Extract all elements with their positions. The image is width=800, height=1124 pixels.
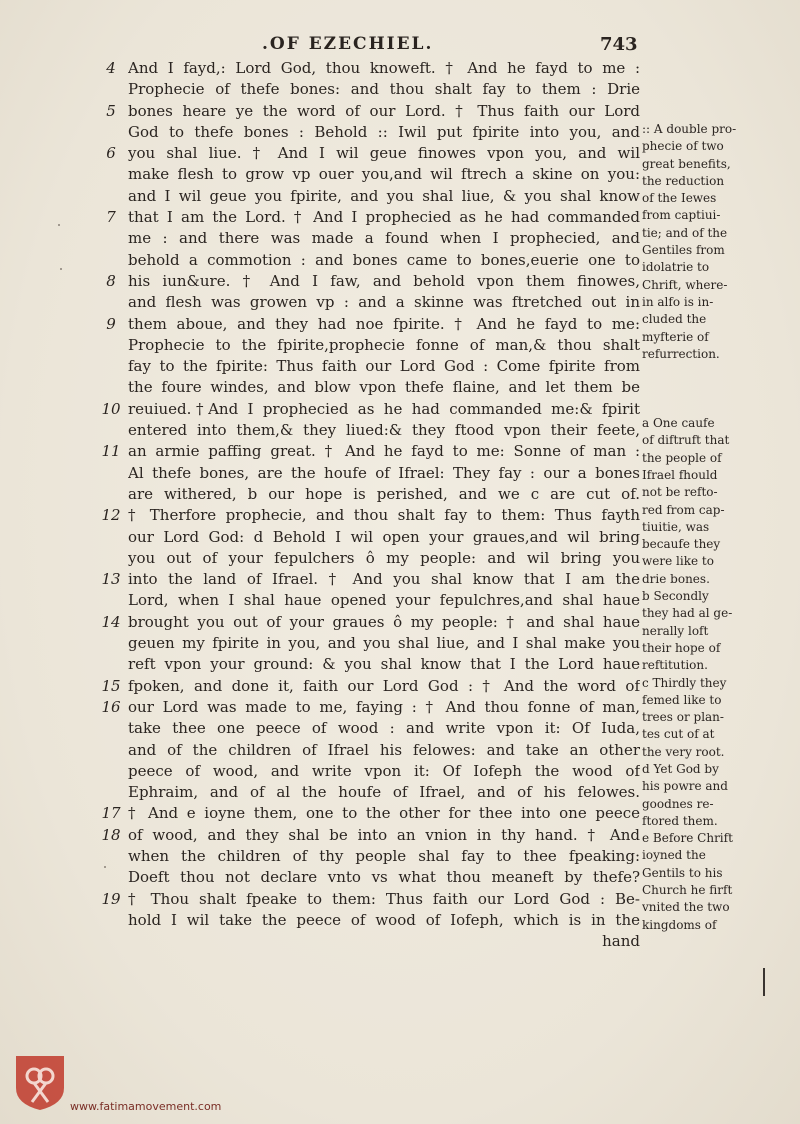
text-line — [100, 931, 640, 952]
text-line — [100, 314, 640, 335]
line-text: bones heare ye the word of our Lord. † Thus faith our Lord — [128, 101, 640, 120]
text-line — [100, 335, 640, 356]
margin-note-line: of the Iewes — [642, 191, 717, 206]
verse-number: 11 — [101, 442, 121, 461]
text-line — [100, 79, 640, 100]
text-line — [100, 889, 640, 910]
margin-note-line: tie; and of the — [642, 225, 728, 240]
margin-note-line: red from cap- — [642, 502, 725, 517]
text-line — [100, 484, 640, 505]
line-text: peece of wood, and write vpon it: Of Iofeph the wood of — [128, 761, 640, 780]
text-line — [100, 441, 640, 462]
margin-note-line — [642, 398, 752, 415]
line-text: God to thefe bones : Behold :: Iwil put fpirite into you, and — [128, 122, 640, 141]
margin-note-line: drie bones. — [642, 571, 710, 586]
margin-note-line: the people of — [642, 450, 722, 465]
line-text: entered into them,& they liued:& they ftood vpon their feete, — [128, 421, 640, 440]
text-line — [100, 846, 640, 867]
line-text: † And e ioyne them, one to the other for thee into one peece — [128, 804, 640, 823]
verse-number: 14 — [101, 612, 121, 631]
margin-note-line: vnited the two — [642, 900, 730, 915]
margin-note-line: Gentiles from — [642, 243, 725, 258]
line-text: that I am the Lord. † And I prophecied as he had commanded — [128, 208, 640, 227]
margin-note-line: d Yet God by — [642, 761, 719, 776]
verse-number: 5 — [106, 101, 116, 120]
margin-note-line: myfterie of — [642, 329, 709, 344]
margin-note-line: Church he firft — [642, 883, 733, 898]
line-text: when the children of thy people shal fay to thee fpeaking: — [128, 846, 640, 865]
margin-note-line: femed like to — [642, 692, 722, 707]
line-text: make flesh to grow vp ouer you,and wil ftrech a skine on you: — [128, 165, 640, 184]
line-text: and of the children of Ifrael his felowes: and take an other — [128, 740, 640, 759]
verse-number: 19 — [101, 889, 121, 908]
line-text: our Lord God: d Behold I wil open your graues,and wil bring — [128, 527, 640, 546]
line-text: Ephraim, and of al the houfe of Ifrael, and of his felowes. — [128, 783, 640, 802]
paper-speck — [60, 268, 62, 270]
fatima-movement-logo — [14, 1054, 66, 1112]
text-line — [100, 420, 640, 441]
text-line — [100, 654, 640, 675]
text-line — [100, 569, 640, 590]
page-header — [0, 34, 800, 56]
line-text: an armie paffing great. † And he fayd to me: Sonne of man : — [128, 442, 640, 461]
line-text: reuiued.†And I prophecied as he had commanded me:& fpirit — [128, 399, 640, 418]
text-line — [100, 803, 640, 824]
verse-number: 7 — [106, 208, 116, 227]
margin-note-line: of diftruft that — [642, 433, 730, 448]
margin-note-line: cluded the — [642, 312, 707, 327]
text-line — [100, 463, 640, 484]
text-line — [100, 527, 640, 548]
text-line — [100, 910, 640, 931]
text-line — [100, 782, 640, 803]
text-line — [100, 633, 640, 654]
margin-note-line: from captiui- — [642, 208, 721, 223]
margin-note-line: c Thirdly they — [642, 675, 727, 690]
line-text: hand — [602, 932, 640, 951]
line-text: Prophecie of thefe bones: and thou shalt fay to them : Drie — [128, 80, 640, 99]
line-text: Doeft thou not declare vnto vs what thou meaneft by thefe? — [128, 868, 640, 887]
verse-number: 6 — [106, 144, 116, 163]
running-title: .OF EZECHIEL. — [262, 34, 434, 54]
line-text: you shal liue. † And I wil geue finowes vpon you, and wil — [128, 144, 640, 163]
margin-note-line: :: A double pro- — [642, 122, 737, 136]
text-line — [100, 612, 640, 633]
text-line — [100, 207, 640, 228]
text-line — [100, 505, 640, 526]
verse-number: 15 — [101, 676, 121, 695]
marginal-notes-column — [642, 121, 752, 934]
margin-note-line: ftored them. — [642, 813, 718, 828]
text-line — [100, 228, 640, 249]
text-line — [100, 761, 640, 782]
line-text: And I fayd,: Lord God, thou knoweft. † And he fayd to me : — [128, 59, 640, 77]
verse-number: 13 — [101, 570, 121, 589]
line-text: his iun&ure. † And I faw, and behold vpon them finowes, — [128, 271, 640, 290]
margin-note-line — [642, 363, 752, 380]
margin-note-line: the reduction — [642, 173, 725, 188]
verse-number: 16 — [101, 697, 121, 716]
margin-note-line: great benefits, — [642, 156, 731, 171]
margin-note-line: his powre and — [642, 779, 728, 794]
paper-speck — [104, 866, 106, 868]
line-text: † Therfore prophecie, and thou shalt fay to them: Thus fayth — [128, 506, 640, 525]
text-line — [100, 164, 640, 185]
text-line — [100, 186, 640, 207]
text-line — [100, 292, 640, 313]
margin-note-line: not be refto- — [642, 485, 718, 500]
line-text: hold I wil take the peece of wood of Iofeph, which is in the — [128, 910, 640, 929]
margin-note-line: e Before Chrift — [642, 831, 733, 846]
line-text: me : and there was made a found when I prophecied, and — [128, 229, 640, 248]
verse-number: 18 — [101, 825, 121, 844]
line-text: brought you out of your graues ô my people: † and shal haue — [128, 612, 640, 631]
margin-note-line: tiuitie, was — [642, 519, 710, 534]
line-text: Lord, when I shal haue opened your fepulchres,and shal haue — [128, 591, 640, 610]
line-text: fay to the fpirite: Thus faith our Lord God : Come fpirite from — [128, 357, 640, 376]
text-line — [100, 676, 640, 697]
margin-note-line: phecie of two — [642, 139, 724, 154]
margin-note-line: trees or plan- — [642, 710, 724, 725]
line-text: you out of your fepulchers ô my people: and wil bring you — [128, 548, 640, 567]
margin-note-line: the very root. — [642, 744, 725, 759]
margin-note-line: their hope of — [642, 640, 721, 655]
text-line — [100, 718, 640, 739]
line-text: our Lord was made to me, faying : † And thou fonne of man, — [128, 697, 640, 716]
text-line — [100, 271, 640, 292]
line-text: reft vpon your ground: & you shal know that I the Lord haue — [128, 655, 640, 674]
margin-note-line: a One caufe — [642, 416, 715, 431]
line-text: and I wil geue you fpirite, and you shal liue, & you shal know — [128, 186, 640, 205]
line-text: of wood, and they shal be into an vnion in thy hand. † And — [128, 825, 640, 844]
line-text: and flesh was growen vp : and a skinne was ftretched out in — [128, 293, 640, 312]
margin-note-line: b Secondly — [642, 589, 709, 604]
margin-note-line: kingdoms of — [642, 917, 717, 932]
line-text: the foure windes, and blow vpon thefe flaine, and let them be — [128, 378, 640, 397]
main-text-column — [100, 58, 640, 952]
margin-note-line: ioyned the — [642, 848, 706, 863]
margin-note-line: were like to — [642, 554, 714, 569]
verse-number: 4 — [106, 59, 116, 77]
line-text: geuen my fpirite in you, and you shal liue, and I shal make you — [128, 634, 640, 653]
margin-note-line: tes cut of at — [642, 727, 715, 742]
margin-note-line: goodnes re- — [642, 796, 714, 811]
line-text: take thee one peece of wood : and write vpon it: Of Iuda, — [128, 719, 640, 738]
margin-note-line — [642, 380, 752, 397]
website-link[interactable]: www.fatimamovement.com — [70, 1100, 222, 1113]
text-line — [100, 143, 640, 164]
margin-note-line: nerally loft — [642, 623, 709, 638]
text-line — [100, 740, 640, 761]
text-line — [100, 867, 640, 888]
margin-note-line: they had al ge- — [642, 606, 733, 621]
margin-note-line: Gentils to his — [642, 865, 723, 880]
text-line — [100, 377, 640, 398]
verse-number: 9 — [106, 314, 116, 333]
text-line — [100, 122, 640, 143]
margin-note-line: Chrift, where- — [642, 277, 728, 292]
line-text: them aboue, and they had noe fpirite. † And he fayd to me: — [128, 314, 640, 333]
text-line — [100, 356, 640, 377]
margin-note-line: reftitution. — [642, 658, 708, 673]
line-text: into the land of Ifrael. † And you shal know that I am the — [128, 570, 640, 589]
line-text: behold a commotion : and bones came to bones,euerie one to — [128, 250, 640, 269]
margin-note-line: Ifrael fhould — [642, 467, 718, 482]
text-line — [100, 58, 640, 79]
text-line — [100, 825, 640, 846]
vertical-rule — [763, 968, 765, 996]
text-line — [100, 548, 640, 569]
line-text: fpoken, and done it, faith our Lord God : † And the word of — [128, 676, 640, 695]
verse-number: 10 — [101, 399, 121, 418]
margin-note-line: refurrection. — [642, 346, 720, 361]
paper-speck — [58, 224, 60, 226]
text-line — [100, 101, 640, 122]
line-text: Prophecie to the fpirite,prophecie fonne of man,& thou shalt — [128, 335, 640, 354]
line-text: are withered, b our hope is perished, and we c are cut of. — [128, 484, 640, 503]
text-line — [100, 590, 640, 611]
margin-note-line: in alfo is in- — [642, 294, 714, 309]
line-text: Al thefe bones, are the houfe of Ifrael: They fay : our a bones — [128, 463, 640, 482]
text-line — [100, 250, 640, 271]
text-line — [100, 697, 640, 718]
margin-note-line: becaufe they — [642, 537, 721, 552]
text-line — [100, 399, 640, 420]
margin-note-line: idolatrie to — [642, 260, 710, 275]
line-text: † Thou shalt fpeake to them: Thus faith our Lord God : Be- — [128, 889, 640, 908]
page-number: 743 — [600, 34, 638, 55]
verse-number: 8 — [106, 271, 116, 290]
verse-number: 12 — [101, 506, 121, 525]
verse-number: 17 — [101, 804, 121, 823]
